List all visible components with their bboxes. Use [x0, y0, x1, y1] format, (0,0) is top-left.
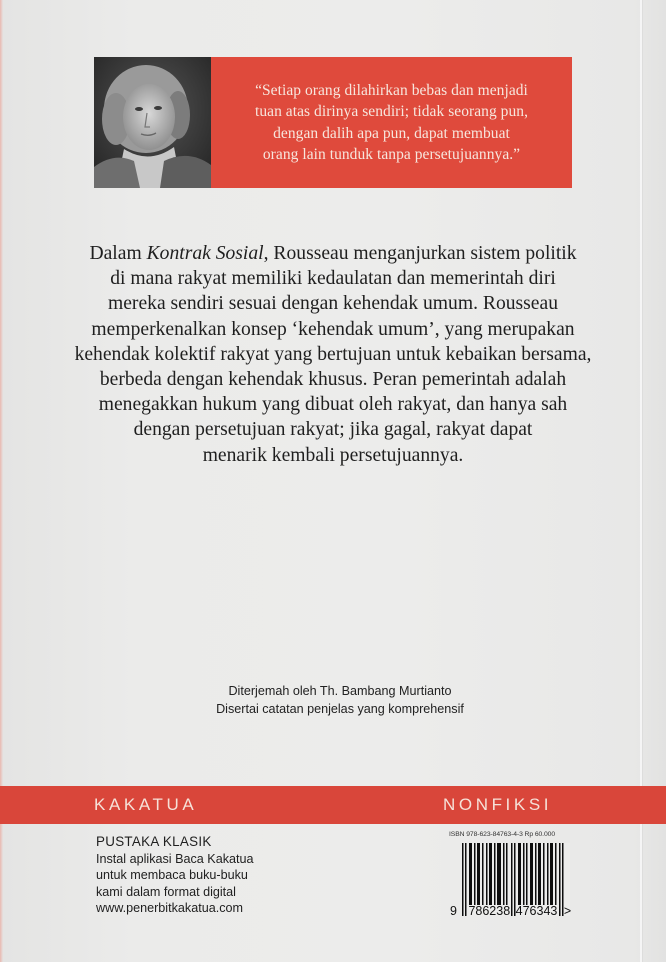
- barcode-end-marker: >: [563, 904, 572, 918]
- barcode-digits-group-2: 476343: [515, 904, 558, 918]
- synopsis-line: menarik kembali persetujuannya.: [202, 444, 464, 466]
- publisher-band: [0, 786, 666, 824]
- synopsis-line: kehendak kolektif rakyat yang bertujuan untuk kebaikan bersama,: [74, 343, 592, 365]
- synopsis-line: dengan persetujuan rakyat; jika gagal, rakyat dapat: [133, 419, 533, 441]
- barcode-digits-group-1: 786238: [468, 904, 511, 918]
- synopsis-text: [40, 241, 626, 468]
- barcode-lead-digit: 9: [450, 904, 457, 918]
- synopsis-line: berbeda dengan kehendak khusus. Peran pemerintah adalah: [99, 369, 567, 391]
- synopsis-suffix: , Rousseau menganjurkan sistem politik: [263, 243, 577, 264]
- publisher-name: KAKATUA: [94, 795, 198, 814]
- quote-line: tuan atas dirinya sendiri; tidak seorang pun,: [255, 103, 528, 120]
- synopsis-prefix: Dalam: [89, 243, 147, 264]
- quote-panel: [211, 57, 572, 188]
- translator-credit: Diterjemah oleh Th. Bambang Murtianto: [228, 684, 452, 698]
- isbn-price-label: ISBN 978-623-84763-4-3 Rp 60.000: [449, 831, 556, 838]
- synopsis-line: [40, 241, 626, 266]
- publisher-info-line: Instal aplikasi Baca Kakatua: [96, 852, 254, 867]
- book-title-italic: Kontrak Sosial: [146, 243, 264, 264]
- credits: [140, 683, 540, 718]
- quote-box: [94, 57, 572, 188]
- synopsis-line: menegakkan hukum yang dibuat oleh rakyat, dan hanya sah: [98, 394, 568, 416]
- synopsis-line: di mana rakyat memiliki kedaulatan dan memerintah diri: [110, 268, 556, 290]
- quote-line: “Setiap orang dilahirkan bebas dan menjadi: [255, 81, 528, 99]
- series-name: PUSTAKA KLASIK: [96, 834, 212, 849]
- category-label: NONFIKSI: [443, 795, 553, 814]
- publisher-info-line: kami dalam format digital: [96, 884, 236, 899]
- barcode-digits: [450, 904, 571, 918]
- quote-line: dengan dalih apa pun, dapat membuat: [273, 124, 510, 142]
- quote-line: orang lain tunduk tanpa persetujuannya.”: [262, 146, 521, 163]
- publisher-info: [96, 834, 254, 916]
- publisher-info-line: untuk membaca buku-buku: [96, 868, 248, 883]
- quote-text: [255, 80, 528, 166]
- portrait-image-icon: [94, 57, 211, 188]
- notes-credit: Disertai catatan penjelas yang komprehensif: [216, 701, 464, 716]
- synopsis-line: memperkenalkan konsep ‘kehendak umum’, yang merupakan: [91, 318, 575, 340]
- synopsis-line: mereka sendiri sesuai dengan kehendak umum. Rousseau: [108, 293, 558, 315]
- publisher-website: www.penerbitkakatua.com: [96, 900, 243, 915]
